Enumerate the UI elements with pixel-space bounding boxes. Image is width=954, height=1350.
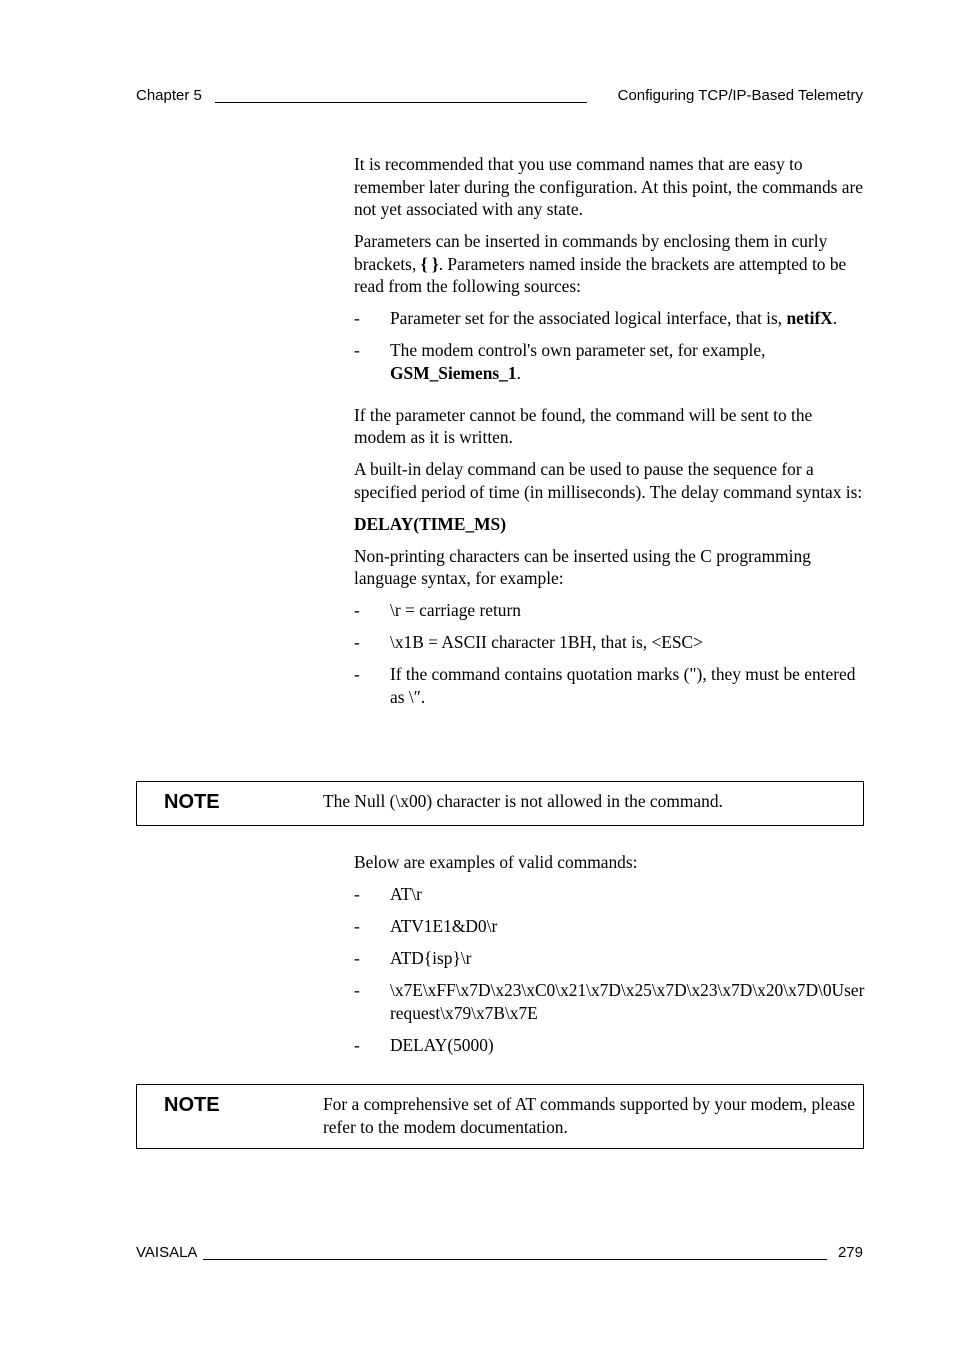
page-header [136,86,863,106]
curly-brackets-text: { } [420,253,439,274]
paragraph-parameters [354,230,866,298]
paragraph-non-printing: Non-printing characters can be inserted using the C programming language syntax, for example: [354,545,811,588]
header-rule [215,102,587,103]
list-dash: - [354,664,360,684]
non-printing-list [354,599,866,708]
list-item-text: \x7E\xFF\x7D\x23\xC0\x21\x7D\x25\x7D\x23\x7D\x20\x7D\0User request\x79\x7B\x7E [390,980,865,1023]
list-item [354,339,866,384]
list-item-end: . [516,362,521,383]
paragraph-parameters-part1: Parameters can be inserted in commands by enclosing them in curly brackets, [354,231,828,274]
list-dash: - [354,980,360,1000]
list-item [354,883,866,906]
list-item-text: ATD{isp}\r [390,948,472,968]
list-item-end: . [832,308,838,328]
list-item [354,663,866,708]
header-chapter: Chapter 5 [136,87,202,104]
note-text: For a comprehensive set of AT commands supported by your modem, please refer to the modem documentation. [323,1094,855,1137]
parameter-sources-list [354,307,866,384]
list-item [354,979,866,1024]
list-dash: - [354,632,360,652]
list-item-text: The modem control's own parameter set, for example, [390,340,766,360]
page-footer [136,1243,863,1263]
list-dash: - [354,308,360,328]
list-item-text: Parameter set for the associated logical interface, that is, [390,308,787,328]
delay-syntax: DELAY(TIME_MS) [354,513,507,534]
list-item-text: \r = carriage return [390,600,521,620]
paragraph-command-names: It is recommended that you use command names that are easy to remember later during the configuration. At this point, the commands are not yet associated with any state. [354,154,864,219]
list-dash: - [354,340,360,360]
list-dash: - [354,1034,360,1055]
paragraph-parameter-not-found: If the parameter cannot be found, the command will be sent to the modem as it is written. [354,404,813,447]
list-item-text: AT\r [390,884,422,904]
list-dash: - [354,884,360,904]
list-item-bold: netifX [786,308,833,328]
note-text: The Null (\x00) character is not allowed in the command. [323,791,723,811]
list-item-bold: GSM_Siemens_1 [390,362,517,383]
note-label: NOTE [164,791,220,813]
list-item [354,307,866,330]
list-item-text: If the command contains quotation marks ("), they must be entered as \″. [390,664,856,707]
examples-section [354,851,866,1066]
list-item-text: \x1B = ASCII character 1BH, that is, <ESC> [390,632,703,652]
paragraph-examples-intro: Below are examples of valid commands: [354,852,638,872]
list-item [354,947,866,970]
body-text [354,153,866,718]
list-item [354,915,866,938]
paragraph-parameters-part2: . Parameters named inside the brackets are attempted to be read from the following sources: [354,253,847,296]
header-title: Configuring TCP/IP-Based Telemetry [617,87,863,104]
list-item [354,631,866,654]
paragraph-delay: A built-in delay command can be used to pause the sequence for a specified period of time (in milliseconds). The delay command syntax is: [354,459,863,502]
list-item [354,1034,866,1057]
list-dash: - [354,916,360,936]
list-item [354,599,866,622]
list-item-text: ATV1E1&D0\r [390,916,498,936]
note-box-null-character [136,781,864,826]
note-label: NOTE [164,1094,220,1116]
list-dash: - [354,948,360,968]
list-dash: - [354,600,360,620]
footer-rule [203,1259,827,1260]
note-box-at-commands [136,1084,864,1149]
footer-company: VAISALA [136,1244,198,1261]
list-item-text: DELAY(5000) [390,1034,494,1055]
examples-list [354,883,866,1056]
page-number: 279 [837,1244,863,1261]
